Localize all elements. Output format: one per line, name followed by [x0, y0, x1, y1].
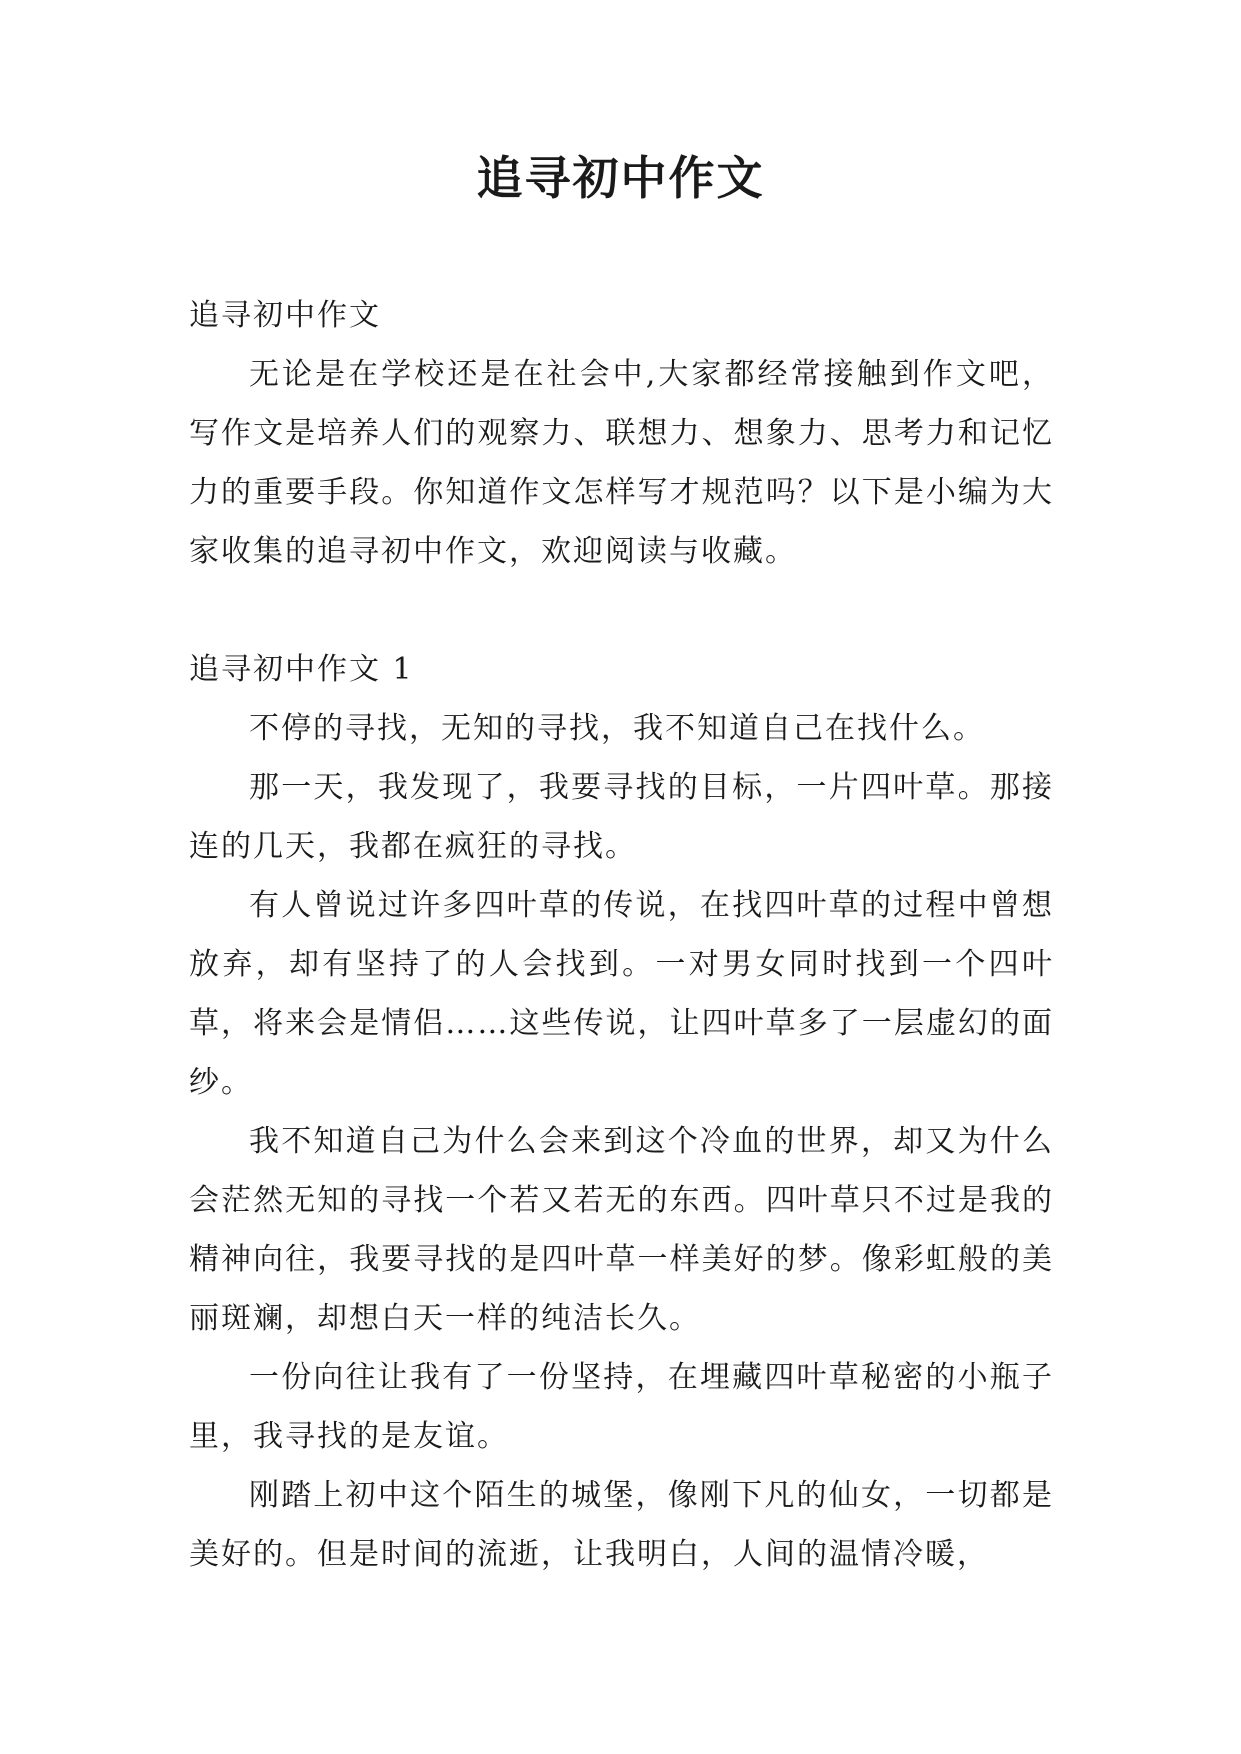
body-paragraph: 我不知道自己为什么会来到这个冷血的世界，却又为什么会茫然无知的寻找一个若又若无的东西。四叶草只不过是我的精神向往，我要寻找的是四叶草一样美好的梦。像彩虹般的美丽斑斓，却想白天一样的纯洁长久。 [189, 1124, 1054, 1336]
intro-heading: 追寻初中作文 [189, 298, 381, 333]
body-paragraph: 刚踏上初中这个陌生的城堡，像刚下凡的仙女，一切都是美好的。但是时间的流逝，让我明白，人间的温情冷暖， [189, 1478, 1054, 1572]
intro-paragraph: 无论是在学校还是在社会中,大家都经常接触到作文吧，写作文是培养人们的观察力、联想力、想象力、思考力和记忆力的重要手段。你知道作文怎样写才规范吗？以下是小编为大家收集的追寻初中作文，欢迎阅读与收藏。 [189, 357, 1054, 569]
section-heading: 追寻初中作文 1 [189, 652, 414, 687]
body-paragraph: 有人曾说过许多四叶草的传说，在找四叶草的过程中曾想放弃，却有坚持了的人会找到。一对男女同时找到一个四叶草，将来会是情侣……这些传说，让四叶草多了一层虚幻的面纱。 [189, 888, 1054, 1100]
document-body [189, 286, 1054, 1584]
document-title: 追寻初中作文 [476, 151, 765, 205]
body-paragraph: 一份向往让我有了一份坚持，在埋藏四叶草秘密的小瓶子里，我寻找的是友谊。 [189, 1360, 1054, 1454]
section-spacer [189, 581, 1054, 640]
body-paragraph: 那一天，我发现了，我要寻找的目标，一片四叶草。那接连的几天，我都在疯狂的寻找。 [189, 770, 1054, 864]
body-paragraph: 不停的寻找，无知的寻找，我不知道自己在找什么。 [249, 711, 985, 746]
